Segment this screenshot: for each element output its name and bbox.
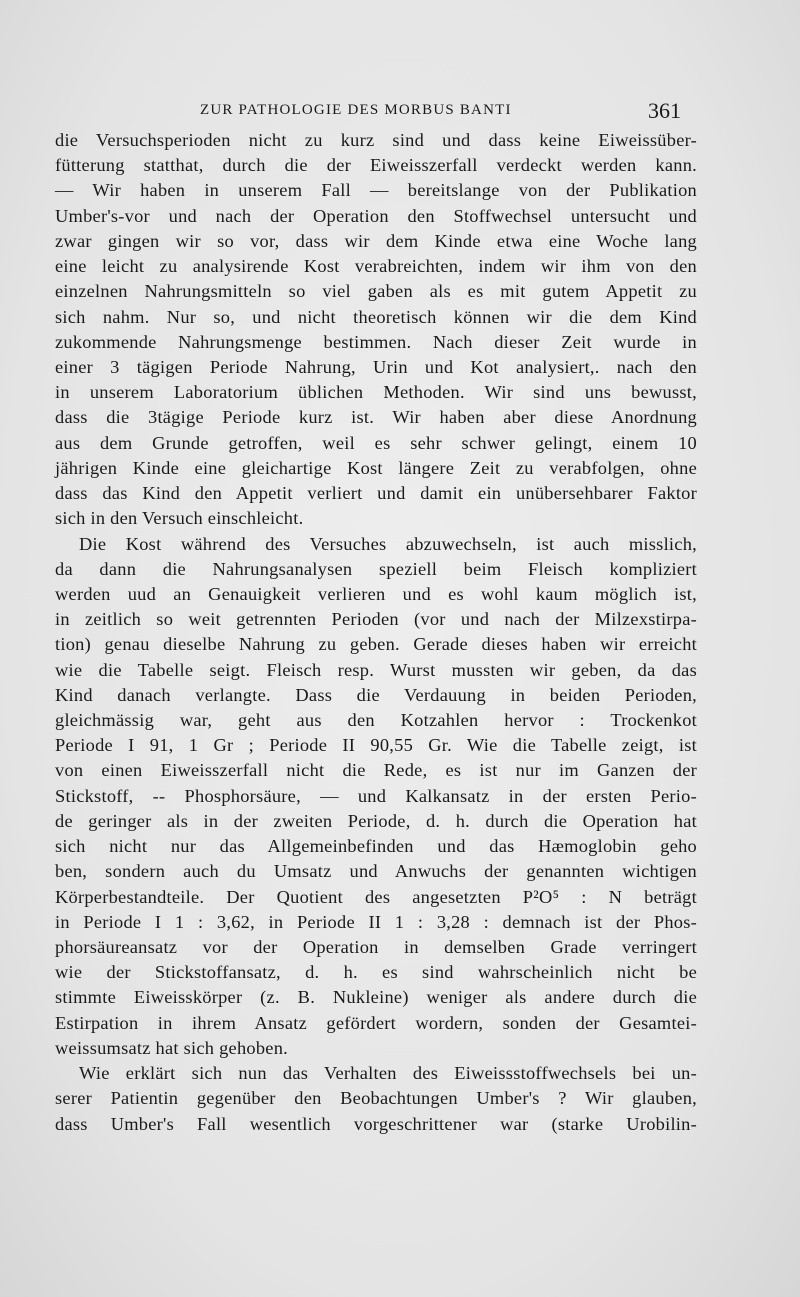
text-line: einzelnen Nahrungsmitteln so viel gaben als es mit gutem Appetit zu (55, 281, 697, 302)
text-line: serer Patientin gegenüber den Beobachtungen Umber's ? Wir glauben, (55, 1088, 697, 1109)
text-line: jährigen Kinde eine gleichartige Kost längere Zeit zu verabfolgen, ohne (55, 457, 697, 478)
running-title: ZUR PATHOLOGIE DES MORBUS BANTI (200, 102, 512, 118)
text-line: dass die 3tägige Periode kurz ist. Wir haben aber diese Anordnung (55, 407, 697, 428)
page-number: 361 (648, 98, 681, 123)
text-line: zukommende Nahrungsmenge bestimmen. Nach dieser Zeit wurde in (55, 331, 697, 352)
text-line: de geringer als in der zweiten Periode, d. h. durch die Operation hat (55, 810, 697, 831)
text-line: zwar gingen wir so vor, dass wir dem Kinde etwa eine Woche lang (55, 230, 697, 251)
running-header (0, 98, 800, 126)
text-line: eine leicht zu analysirende Kost verabreichten, indem wir ihm von den (55, 256, 697, 277)
text-line: Kind danach verlangte. Dass die Verdauung in beiden Perioden, (55, 684, 697, 705)
text-line: dass Umber's Fall wesentlich vorgeschrittener war (starke Urobilin- (55, 1113, 697, 1134)
text-line: Umber's-vor und nach der Operation den Stoffwechsel untersucht und (55, 205, 697, 226)
text-line: einer 3 tägigen Periode Nahrung, Urin und Kot analysiert,. nach den (55, 356, 697, 377)
text-line: gleichmässig war, geht aus den Kotzahlen hervor : Trockenkot (55, 710, 697, 731)
text-line: Periode I 91, 1 Gr ; Periode II 90,55 Gr. Wie die Tabelle zeigt, ist (55, 735, 697, 756)
text-line: Estirpation in ihrem Ansatz gefördert wordern, sonden der Gesamtei- (55, 1012, 697, 1033)
text-line: stimmte Eiweisskörper (z. B. Nukleine) weniger als andere durch die (55, 987, 697, 1008)
text-line: sich in den Versuch einschleicht. (55, 508, 304, 529)
text-line: die Versuchsperioden nicht zu kurz sind und dass keine Eiweissüber- (55, 130, 697, 150)
text-line: in Periode I 1 : 3,62, in Periode II 1 : 3,28 : demnach ist der Phos- (55, 911, 697, 932)
text-line: in zeitlich so weit getrennten Perioden (vor und nach der Milzexstirpa- (55, 609, 697, 630)
text-line: werden uud an Genauigkeit verlieren und es wohl kaum möglich ist, (55, 583, 697, 604)
text-line: da dann die Nahrungsanalysen speziell beim Fleisch kompliziert (55, 558, 697, 579)
text-line: ben, sondern auch du Umsatz und Anwuchs der genannten wichtigen (55, 861, 697, 882)
text-line: dass das Kind den Appetit verliert und damit ein unübersehbarer Faktor (55, 483, 697, 504)
body-text (55, 128, 697, 1137)
text-line: Stickstoff, -- Phosphorsäure, — und Kalkansatz in der ersten Perio- (55, 785, 697, 806)
text-line: fütterung statthat, durch die der Eiweisszerfall verdeckt werden kann. (55, 155, 697, 176)
text-line: in unserem Laboratorium üblichen Methoden. Wir sind uns bewusst, (55, 382, 697, 403)
text-line: phorsäureansatz vor der Operation in demselben Grade verringert (55, 937, 697, 957)
text-line: tion) genau dieselbe Nahrung zu geben. Gerade dieses haben wir erreicht (55, 634, 697, 655)
text-line: Körperbestandteile. Der Quotient des angesetzten P²O⁵ : N beträgt (55, 886, 697, 907)
text-line: von einen Eiweisszerfall nicht die Rede, es ist nur im Ganzen der (55, 760, 697, 781)
text-line: Die Kost während des Versuches abzuwechseln, ist auch misslich, (79, 533, 697, 554)
text-line: wie der Stickstoffansatz, d. h. es sind wahrscheinlich nicht be (55, 962, 697, 983)
text-line: — Wir haben in unserem Fall — bereitslange von der Publikation (55, 180, 697, 201)
text-line: sich nahm. Nur so, und nicht theoretisch können wir die dem Kind (55, 306, 697, 327)
text-line: wie die Tabelle seigt. Fleisch resp. Wurst mussten wir geben, da das (55, 659, 697, 680)
text-line: weissumsatz hat sich gehoben. (55, 1037, 288, 1058)
text-line: sich nicht nur das Allgemeinbefinden und das Hæmoglobin geho (55, 836, 697, 857)
text-line: aus dem Grunde getroffen, weil es sehr schwer gelingt, einem 10 (55, 432, 697, 453)
text-line: Wie erklärt sich nun das Verhalten des Eiweissstoffwechsels bei un- (79, 1063, 697, 1084)
